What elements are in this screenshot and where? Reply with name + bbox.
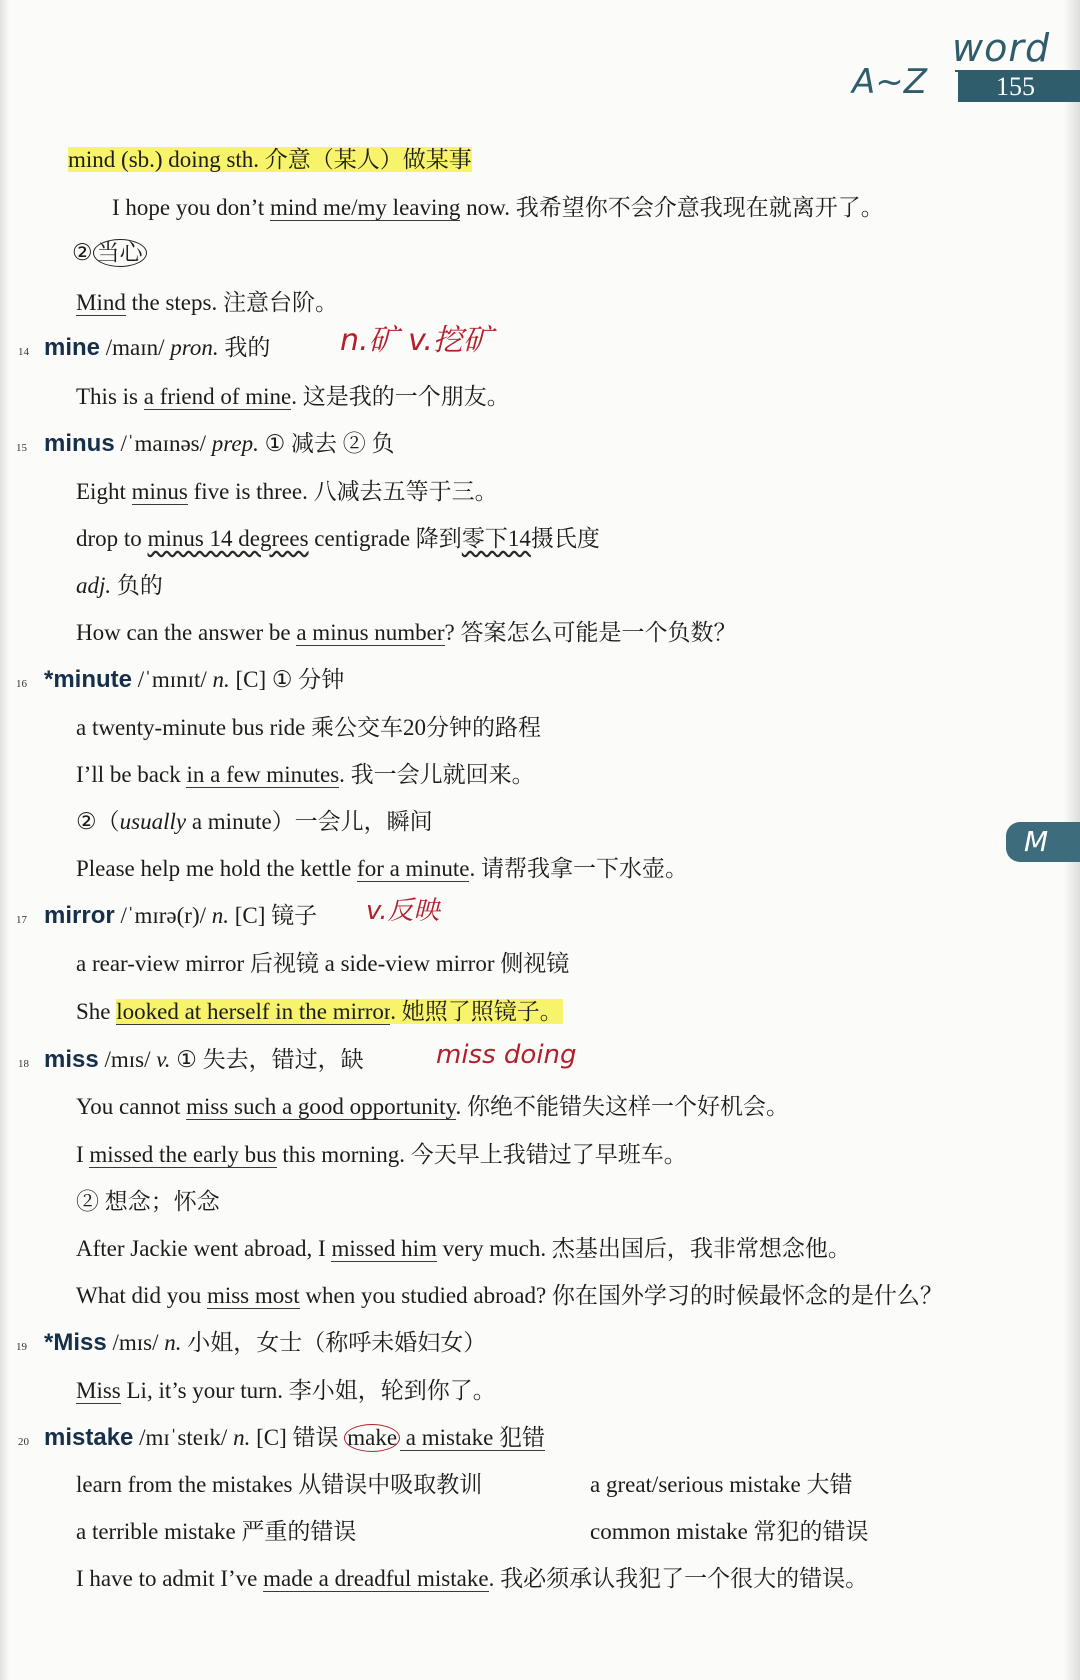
example-text: this morning. 今天早上我错过了早班车。 xyxy=(276,1142,687,1167)
example-text: Eight xyxy=(76,479,132,504)
example-text: 摄氏度 xyxy=(530,526,600,551)
sense-line: ② 想念；怀念 xyxy=(76,1189,220,1214)
entry-number: 20 xyxy=(18,1436,29,1448)
phonetic: /ˈmaɪnəs/ xyxy=(120,431,207,456)
collocation-item: common mistake 常犯的错误 xyxy=(590,1519,869,1544)
sense-line xyxy=(72,238,147,268)
example-text: You cannot xyxy=(76,1094,187,1119)
example-text: What did you xyxy=(76,1283,207,1308)
page-number: 155 xyxy=(958,72,1080,102)
example-text: now. 我希望你不会介意我现在就离开了。 xyxy=(460,195,884,220)
phonetic: /maɪn/ xyxy=(105,335,165,360)
side-tab-letter: M xyxy=(1006,822,1080,862)
example-line xyxy=(76,1092,789,1122)
example-text: drop to xyxy=(76,526,148,551)
sense-text: ②（ xyxy=(76,809,120,834)
highlighted-phrase: mind (sb.) doing sth. 介意（某人）做某事 xyxy=(68,147,472,172)
part-of-speech: n. xyxy=(212,667,230,692)
headword: miss xyxy=(44,1046,99,1073)
example-text: . 我一会儿就回来。 xyxy=(339,762,535,787)
phonetic: /ˈmɪnɪt/ xyxy=(137,667,207,692)
entry-number: 17 xyxy=(16,914,27,926)
example-line xyxy=(76,382,510,412)
phonetic: /ˈmɪrə(r)/ xyxy=(120,903,207,928)
underlined-text: a friend of mine xyxy=(143,384,292,409)
headword: mine xyxy=(44,334,101,361)
example-line xyxy=(76,1281,943,1311)
phonetic: /mɪˈsteɪk/ xyxy=(139,1425,228,1450)
example-line: a twenty-minute bus ride 乘公交车20分钟的路程 xyxy=(76,715,542,740)
handwritten-note: v.反映 xyxy=(366,896,440,926)
example-line xyxy=(76,524,600,554)
part-of-speech: v. xyxy=(156,1047,171,1072)
underlined-text: Miss xyxy=(76,1378,121,1403)
underlined-text: a minus number xyxy=(296,620,445,645)
part-of-speech: adj. xyxy=(76,573,112,598)
underlined-text: minus xyxy=(131,479,188,504)
handwritten-note: miss doing xyxy=(436,1040,577,1070)
collocation-text: a mistake 犯错 xyxy=(400,1425,546,1450)
example-text: Li, it’s your turn. 李小姐，轮到你了。 xyxy=(120,1378,496,1403)
entry-headline xyxy=(44,665,344,695)
phonetic: /mɪs/ xyxy=(104,1047,151,1072)
part-of-speech: prep. xyxy=(211,431,259,456)
underlined-text: missed him xyxy=(331,1236,437,1261)
handwritten-note: n.矿 v.挖矿 xyxy=(340,323,493,358)
example-text: I hope you don’t xyxy=(112,195,271,220)
example-text: . 请帮我拿一下水壶。 xyxy=(469,856,688,881)
entry-headline xyxy=(44,333,270,363)
example-text: centigrade 降到 xyxy=(308,526,462,551)
example-line xyxy=(76,1140,687,1170)
phrase-line xyxy=(68,145,472,175)
headword: *minute xyxy=(44,666,133,693)
example-text: very much. 杰基出国后，我非常想念他。 xyxy=(436,1236,851,1261)
underlined-text: mind me/my leaving xyxy=(270,195,461,220)
entry-number: 14 xyxy=(18,346,29,358)
underlined-text: missed the early bus xyxy=(89,1142,277,1167)
example-line xyxy=(76,1234,851,1264)
usage-label: usually xyxy=(119,809,187,834)
entry-headline xyxy=(44,429,394,459)
sense-text: a minute）一会儿，瞬间 xyxy=(186,809,433,834)
definition: [C] ① 分钟 xyxy=(235,667,345,692)
entry-headline xyxy=(44,1423,545,1453)
highlighted-underlined-text: looked at herself in the mirror xyxy=(116,999,391,1024)
entry-headline xyxy=(44,1328,486,1358)
example-line xyxy=(76,288,338,318)
headword: *Miss xyxy=(44,1329,107,1356)
example-line xyxy=(76,854,688,884)
circled-sense: 当心 xyxy=(93,239,147,267)
underlined-text: for a minute xyxy=(357,856,470,881)
example-line xyxy=(76,1564,868,1594)
headword: minus xyxy=(44,430,115,457)
header-word-label: word xyxy=(952,26,1051,70)
example-text: How can the answer be xyxy=(76,620,297,645)
collocation-item: a terrible mistake 严重的错误 xyxy=(76,1519,357,1544)
sense-line xyxy=(76,571,163,601)
underlined-text: Mind xyxy=(76,290,126,315)
example-text: I’ll be back xyxy=(76,762,187,787)
part-of-speech: n. xyxy=(233,1425,251,1450)
header-az-label: A~Z xyxy=(852,62,928,102)
example-text: when you studied abroad? 你在国外学习的时候最怀念的是什么？ xyxy=(299,1283,943,1308)
entry-headline xyxy=(44,1045,364,1075)
sense-number: ② xyxy=(72,240,93,265)
wavy-underlined-text: 零下14 xyxy=(461,526,531,551)
headword: mistake xyxy=(44,1424,134,1451)
example-line xyxy=(76,618,737,648)
example-text: After Jackie went abroad, I xyxy=(76,1236,332,1261)
example-text: ? 答案怎么可能是一个负数？ xyxy=(444,620,737,645)
entry-headline xyxy=(44,901,317,931)
example-text: I have to admit I’ve xyxy=(76,1566,264,1591)
example-text: five is three. 八减去五等于三。 xyxy=(187,479,498,504)
example-text: the steps. 注意台阶。 xyxy=(125,290,338,315)
underlined-text: made a dreadful mistake xyxy=(263,1566,489,1591)
example-text: She xyxy=(76,999,117,1024)
headword: mirror xyxy=(44,902,115,929)
entry-number: 19 xyxy=(16,1341,27,1353)
entry-number: 18 xyxy=(18,1058,29,1070)
definition: 负的 xyxy=(116,573,163,598)
example-line xyxy=(76,760,535,790)
definition: 我的 xyxy=(224,335,271,360)
highlighted-text: . 她照了照镜子。 xyxy=(390,999,563,1024)
definition: [C] 错误 xyxy=(256,1425,339,1450)
wavy-underlined-text: minus 14 degrees xyxy=(147,526,309,551)
phonetic: /mɪs/ xyxy=(112,1330,159,1355)
part-of-speech: pron. xyxy=(170,335,219,360)
example-line xyxy=(76,477,498,507)
example-line xyxy=(76,1376,496,1406)
underlined-text: miss such a good opportunity xyxy=(186,1094,456,1119)
collocation-item: learn from the mistakes 从错误中吸取教训 xyxy=(76,1472,483,1497)
example-line: a rear-view mirror 后视镜 a side-view mirror 侧视镜 xyxy=(76,951,570,976)
example-text: I xyxy=(76,1142,90,1167)
example-line xyxy=(112,193,884,223)
definition: ① 失去，错过，缺 xyxy=(176,1047,364,1072)
page-binding-shadow xyxy=(0,0,10,1680)
example-text: This is xyxy=(76,384,144,409)
circled-collocation-word: make xyxy=(344,1424,400,1452)
underlined-text: miss most xyxy=(206,1283,300,1308)
part-of-speech: n. xyxy=(211,903,230,928)
example-line xyxy=(76,997,563,1027)
example-text: . 你绝不能错失这样一个好机会。 xyxy=(455,1094,790,1119)
underlined-text: in a few minutes xyxy=(186,762,340,787)
sense-line xyxy=(76,807,433,837)
example-text: . 这是我的一个朋友。 xyxy=(291,384,510,409)
entry-number: 16 xyxy=(16,678,27,690)
part-of-speech: n. xyxy=(164,1330,182,1355)
definition: 小姐，女士（称呼未婚妇女） xyxy=(187,1330,487,1355)
example-text: . 我必须承认我犯了一个很大的错误。 xyxy=(488,1566,869,1591)
example-text: Please help me hold the kettle xyxy=(76,856,358,881)
definition: [C] 镜子 xyxy=(234,903,318,928)
definition: ① 减去 ② 负 xyxy=(264,431,395,456)
entry-number: 15 xyxy=(16,442,27,454)
collocation-item: a great/serious mistake 大错 xyxy=(590,1472,853,1497)
